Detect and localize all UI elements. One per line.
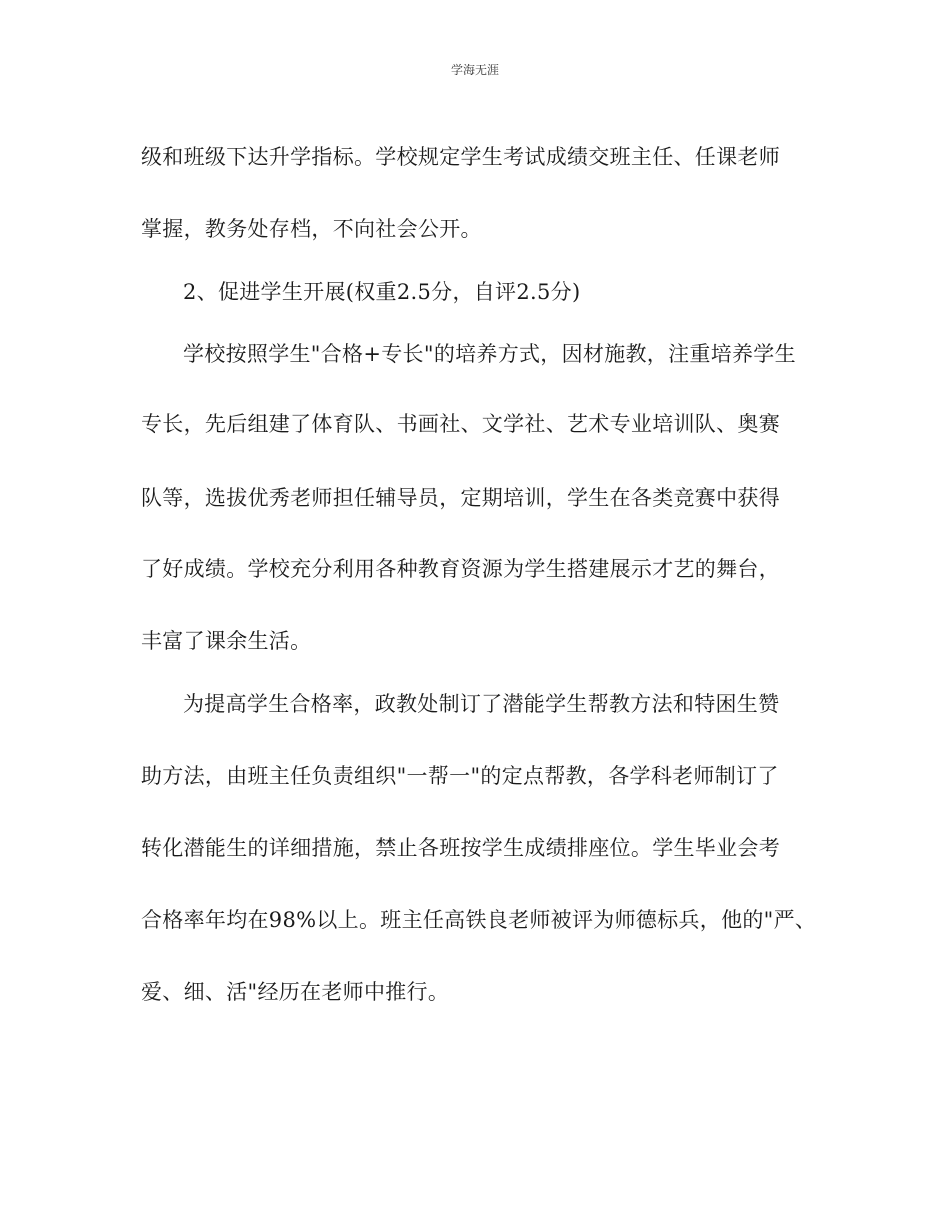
text-line: 队等，选拔优秀老师担任辅导员，定期培训，学生在各类竞赛中获得	[141, 486, 780, 510]
text-line: 合格率年均在98%以上。班主任高铁良老师被评为师德标兵，他的"严、	[141, 908, 817, 932]
text-line: 级和班级下达升学指标。学校规定学生考试成绩交班主任、任课老师	[141, 145, 780, 169]
text-line: 专长，先后组建了体育队、书画社、文学社、艺术专业培训队、奥赛	[141, 412, 780, 436]
text-line: 爱、细、活"经历在老师中推行。	[141, 980, 450, 1004]
section-heading: 2、促进学生开展(权重2.5分，自评2.5分)	[183, 280, 581, 304]
text-line: 掌握，教务处存档，不向社会公开。	[141, 217, 482, 241]
text-line: 学校按照学生"合格+专长"的培养方式，因材施教，注重培养学生	[183, 342, 796, 366]
text-line: 转化潜能生的详细措施，禁止各班按学生成绩排座位。学生毕业会考	[141, 836, 780, 860]
text-line: 助方法，由班主任负责组织"一帮一"的定点帮教，各学科老师制订了	[141, 764, 779, 788]
text-line: 丰富了课余生活。	[141, 629, 312, 653]
text-line: 了好成绩。学校充分利用各种教育资源为学生搭建展示才艺的舞台，	[141, 557, 780, 581]
page-header: 学海无涯	[450, 63, 499, 77]
text-line: 为提高学生合格率，政教处制订了潜能学生帮教方法和特困生赞	[183, 692, 780, 716]
